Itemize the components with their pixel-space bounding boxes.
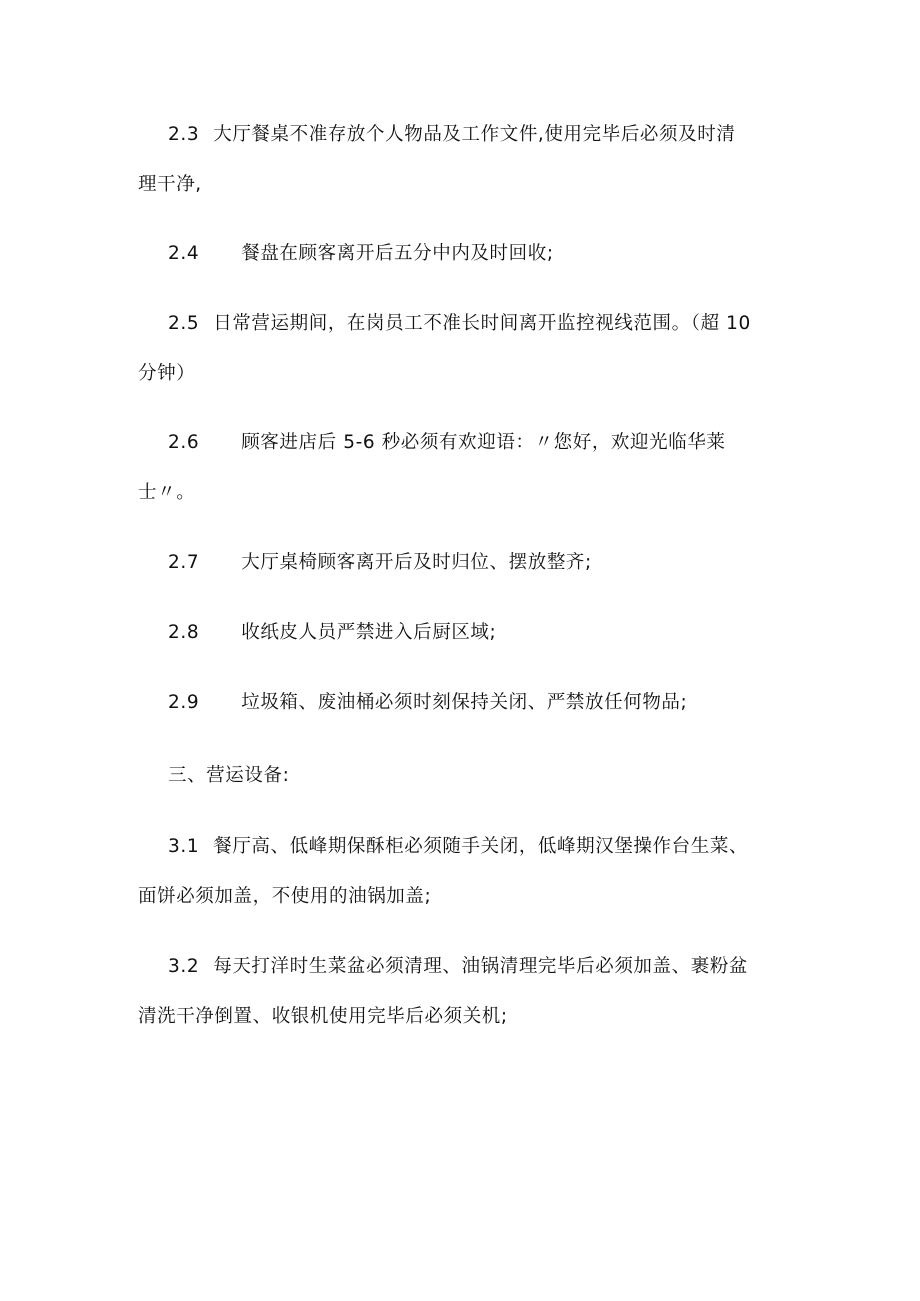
item-text: 大厅桌椅顾客离开后及时归位、摆放整齐; xyxy=(241,552,592,573)
item-number: 3.1 xyxy=(168,836,200,857)
item-text: 每天打洋时生菜盆必须清理、油锅清理完毕后必须加盖、裹粉盆 xyxy=(213,956,749,977)
item-2-3-continuation: 理干净, xyxy=(138,174,202,195)
item-text: 大厅餐桌不准存放个人物品及工作文件,使用完毕后必须及时清 xyxy=(213,124,736,145)
item-2-5 xyxy=(168,312,751,336)
item-3-2-continuation: 清洗干净倒置、收银机使用完毕后必须关机; xyxy=(138,1006,508,1027)
item-text: 餐盘在顾客离开后五分中内及时回收; xyxy=(241,243,554,264)
item-number: 2.5 xyxy=(168,313,200,334)
item-number: 2.6 xyxy=(168,432,200,453)
item-number: 3.2 xyxy=(168,956,200,977)
section-heading: 三、营运设备: xyxy=(168,765,290,786)
item-3-1 xyxy=(168,835,748,859)
item-2-6-continuation: 士〃。 xyxy=(138,482,196,503)
item-number: 2.4 xyxy=(168,243,200,264)
item-text: 垃圾箱、废油桶必须时刻保持关闭、严禁放任何物品; xyxy=(241,692,688,713)
item-text: 顾客进店后 5-6 秒必须有欢迎语：〃您好，欢迎光临华莱 xyxy=(241,432,726,453)
item-2-7 xyxy=(168,551,592,575)
item-text: 收纸皮人员严禁进入后厨区域; xyxy=(241,622,497,643)
item-2-9 xyxy=(168,691,687,715)
item-2-3 xyxy=(168,123,735,147)
item-text: 日常营运期间，在岗员工不准长时间离开监控视线范围。（超 10 xyxy=(213,313,751,334)
item-2-8 xyxy=(168,621,496,645)
item-2-5-continuation: 分钟） xyxy=(138,363,196,384)
item-2-6 xyxy=(168,431,726,455)
item-text: 餐厅高、低峰期保酥柜必须随手关闭，低峰期汉堡操作台生菜、 xyxy=(213,836,749,857)
item-number: 2.8 xyxy=(168,622,200,643)
item-number: 2.9 xyxy=(168,692,200,713)
item-3-1-continuation: 面饼必须加盖，不使用的油锅加盖; xyxy=(138,886,432,907)
item-number: 2.7 xyxy=(168,552,200,573)
item-3-2 xyxy=(168,955,748,979)
item-number: 2.3 xyxy=(168,124,200,145)
item-2-4 xyxy=(168,242,554,266)
